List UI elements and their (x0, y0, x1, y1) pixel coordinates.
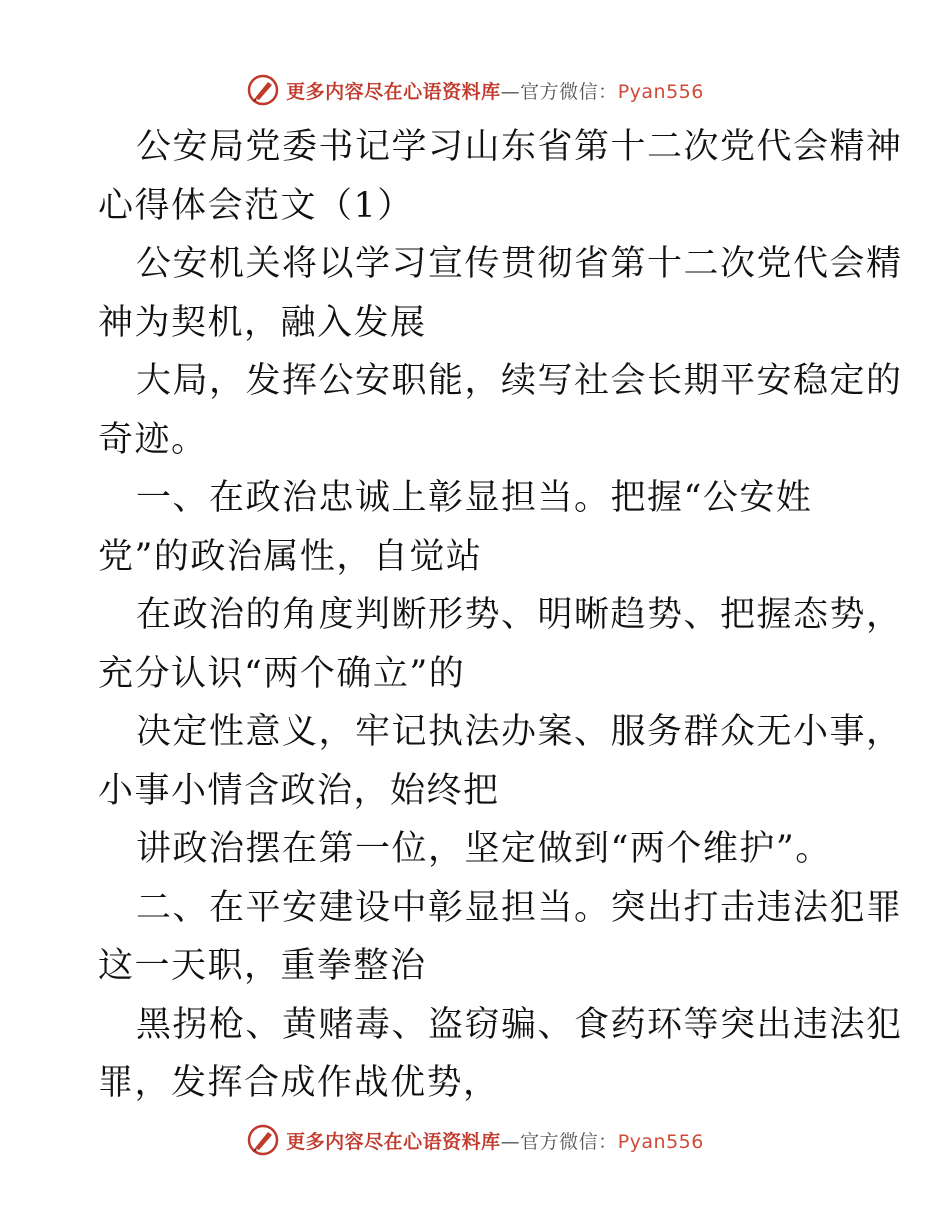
doc-paragraph-line: 充分认识“两个确立”的 (98, 653, 466, 694)
banner-text (286, 77, 704, 104)
banner-site-name: 更多内容尽在心语资料库 (286, 80, 501, 103)
footer-banner (0, 1120, 950, 1160)
doc-paragraph-line: 决定性意义，牢记执法办案、服务群众无小事， (136, 712, 903, 752)
doc-paragraph-line: 奇迹。 (98, 419, 208, 460)
doc-paragraph-line: 黑拐枪、黄赌毒、盗窃骗、食药环等突出违法犯 (136, 1004, 903, 1045)
doc-paragraph-line: 小事小情含政治，始终把 (98, 770, 500, 811)
doc-paragraph-line: 这一天职，重拳整治 (98, 946, 427, 986)
doc-paragraph-line: 神为契机，融入发展 (98, 302, 427, 343)
doc-paragraph-line: 公安机关将以学习宣传贯彻省第十二次党代会精 (136, 244, 903, 284)
doc-paragraph-line: 讲政治摆在第一位，坚定做到“两个维护”。 (136, 829, 832, 869)
banner-wechat-label: 官方微信： (520, 80, 618, 103)
document-body (98, 118, 903, 1113)
doc-title-line-2: 心得体会范文（1） (98, 185, 414, 226)
doc-title-line-1: 公安局党委书记学习山东省第十二次党代会精神 (136, 127, 903, 167)
banner-wechat-label: 官方微信： (520, 1130, 618, 1153)
doc-paragraph-line: 一、在政治忠诚上彰显担当。把握“公安姓 (136, 478, 813, 518)
header-banner (0, 70, 950, 110)
banner-dash: — (500, 1130, 521, 1153)
doc-paragraph-line: 罪，发挥合成作战优势， (98, 1063, 500, 1103)
doc-paragraph-line: 党”的政治属性，自觉站 (98, 536, 483, 577)
banner-text (286, 1127, 704, 1154)
banner-wechat-id: Pyan556 (617, 80, 704, 103)
doc-paragraph-line: 在政治的角度判断形势、明晰趋势、把握态势， (136, 595, 903, 635)
pen-circle-logo-icon (246, 1123, 280, 1157)
doc-paragraph-line: 二、在平安建设中彰显担当。突出打击违法犯罪 (136, 887, 903, 928)
pen-circle-logo-icon (246, 73, 280, 107)
banner-site-name: 更多内容尽在心语资料库 (286, 1130, 501, 1153)
doc-paragraph-line: 大局，发挥公安职能，续写社会长期平安稳定的 (136, 361, 903, 401)
banner-wechat-id: Pyan556 (617, 1130, 704, 1153)
banner-dash: — (500, 80, 521, 103)
